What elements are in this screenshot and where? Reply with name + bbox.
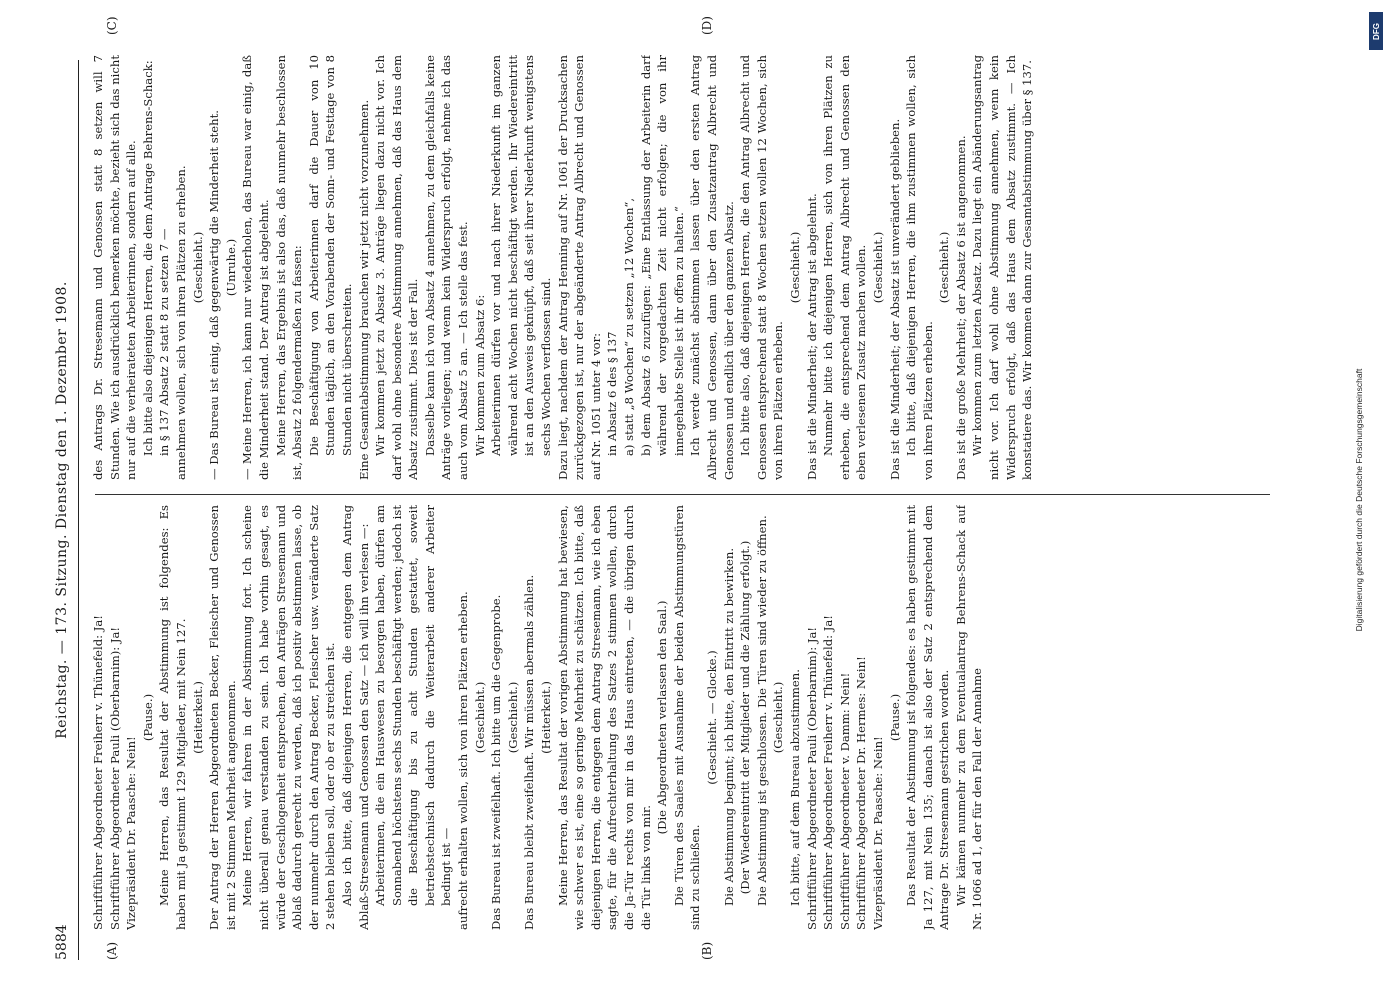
paragraph: (Geschieht.) bbox=[771, 681, 786, 754]
paragraph: Wir kommen zum Absatz 6: bbox=[472, 294, 487, 456]
right-column bbox=[90, 55, 1290, 480]
paragraph: Arbeiterinnen, die ein Hauswesen zu besorgen haben, dürfen am Sonnabend höchstens sechs Stunden beschäftigt werden; jedoch ist die Beschäftigung bis zu acht Stunden gestattet, soweit betriebstechnisch dadurch die Weiterarbeit anderer Arbeiter bedingt ist — bbox=[373, 505, 454, 906]
paragraph: Meine Herren, wir fahren in der Abstimmung fort. Ich scheine nicht überall genau verstanden zu sein. Ich habe vorhin gesagt, es würde der Geschlogenheit entsprechen, den Anträgen Stresemann und Ablaß dadurch gerecht zu werden, daß ich positiv abstimmen lasse, ob der nunmehr durch den Antrag Becker, Fleischer usw. veränderte Satz 2 stehen bleiben soll, oder ob er zu streichen ist. bbox=[240, 505, 338, 930]
paragraph: Meine Herren, das Ergebnis ist also das, daß nunmehr beschlossen ist, Absatz 2 folgendermaßen zu fassen: bbox=[273, 55, 305, 480]
paragraph: (Unruhe.) bbox=[223, 238, 238, 297]
running-title: Reichstag. — 173. Sitzung. Dienstag den 1. Dezember 1908. bbox=[54, 281, 70, 739]
paragraph: Dasselbe kann ich von Absatz 4 annehmen, zu dem gleichfalls keine Anträge vorliegen; und wenn kein Widerspruch erfolgt, nehme ich das auch vom Absatz 5 an. — Ich stelle das fest. bbox=[422, 55, 471, 480]
paragraph: Vizepräsident Dr. Paasche: Nein! bbox=[124, 736, 139, 930]
paragraph: Ich werde zunächst abstimmen lassen über den ersten Antrag Albrecht und Genossen, dann über den Zusatzantrag Albrecht und Genossen und endlich über den ganzen Absatz. bbox=[688, 55, 736, 480]
margin-marker-c: (C) bbox=[105, 16, 119, 35]
page-number: 5884 bbox=[54, 924, 70, 960]
paragraph: Das ist die große Mehrheit; der Absatz 6 ist angenommen. bbox=[953, 135, 968, 480]
dfg-logo bbox=[1369, 12, 1383, 50]
digitization-credit: Digitalisierung gefördert durch die Deutsche Forschungsgemeinschaft bbox=[1354, 368, 1364, 632]
paragraph: (Der Wiedereintritt der Mitglieder und die Zählung erfolgt.) bbox=[738, 540, 753, 895]
paragraph: Eine Gesamtabstimmung brauchen wir jetzt nicht vorzunehmen. bbox=[356, 99, 371, 480]
paragraph: Das Bureau bleibt zweifelhaft. Wir müssen abermals zählen. bbox=[522, 574, 537, 930]
paragraph: (Die Abgeordneten verlassen den Saal.) bbox=[655, 600, 670, 835]
paragraph: Die Abstimmung ist geschlossen. Die Türen sind wieder zu öffnen. bbox=[754, 515, 769, 906]
paragraph: Wir kämen nunmehr zu dem Eventualantrag Behrens-Schack auf Nr. 1066 ad 1, der für den Fall der Annahme bbox=[953, 505, 985, 930]
paragraph: Ich bitte, auf dem Bureau abzustimmen. bbox=[787, 669, 802, 906]
paragraph: Die Türen des Saales mit Ausnahme der beiden Abstimmungstüren sind zu schließen. bbox=[671, 505, 703, 930]
paragraph: Schriftführer Abgeordneter Pauli (Oberbarnim): Ja! bbox=[107, 626, 122, 930]
paragraph: des Antrags Dr. Stresemann und Genossen statt 8 setzen will 7 Stunden. Wie ich ausdrücklich bemerken möchte, bezieht sich das nicht nur auf die verheirateten Arbeiterinnen, sondern auf alle. bbox=[91, 55, 139, 480]
paragraph: Schriftführer Abgeordneter v. Damm: Nein! bbox=[837, 672, 852, 930]
paragraph: aufrecht erhalten wollen, sich von ihren Plätzen erheben. bbox=[456, 591, 471, 930]
paragraph: annehmen wollen, sich von ihren Plätzen zu erheben. bbox=[173, 165, 188, 480]
paragraph: Das Resultat der Abstimmung ist folgendes: es haben gestimmt mit Ja 127, mit Nein 135; danach ist also der Satz 2 entsprechend dem Antrage Dr. Stresemann gestrichen worden. bbox=[904, 505, 952, 930]
paragraph: Die Abstimmung beginnt; ich bitte, den Eintritt zu bewirken. bbox=[721, 547, 736, 906]
paragraph: Meine Herren, das Resultat der vorigen Abstimmung hat bewiesen, wie schwer es ist, eine so geringe Mehrheit zu schätzen. Ich bitte, daß diejenigen Herren, die entgegen dem Antrag Stresemann, wie ich eben sagte, für die Aufrechterhaltung des Satzes 2 stimmen wollen, durch die Ja-Tür rechts von mir in das Haus eintreten, — die übrigen durch die Tür links von mir. bbox=[555, 505, 653, 930]
paragraph: (Geschieht.) bbox=[937, 231, 952, 304]
column-divider bbox=[95, 494, 1270, 495]
paragraph: Schriftführer Abgeordneter Freiherr v. Thünefeld: Ja! bbox=[821, 615, 836, 930]
paragraph: (Heiterkeit.) bbox=[190, 681, 205, 754]
paragraph: Ich bitte also, daß diejenigen Herren, die den Antrag Albrecht und Genossen entsprechend statt 8 Wochen setzen wollen 12 Wochen, sich von ihren Plätzen erheben. bbox=[738, 55, 786, 480]
paragraph: (Geschieht.) bbox=[190, 231, 205, 304]
paragraph: (Geschieht.) bbox=[472, 681, 487, 754]
margin-marker-b: (B) bbox=[700, 941, 714, 960]
paragraph: Wir kommen zum letzten Absatz. Dazu liegt ein Abänderungsantrag nicht vor. Ich darf wohl ohne Abstimmung annehmen, wenn kein Widerspruch erfolgt, daß das Haus dem Absatz zustimmt. — Ich konstatiere das. Wir kommen dann zur Gesamtabstimmung über § 137. bbox=[970, 55, 1035, 480]
paragraph: Nunmehr bitte ich diejenigen Herren, sich von ihren Plätzen zu erheben, die entsprechend dem Antrag Albrecht und Genossen den eben verlesenen Zusatz machen wollen. bbox=[821, 55, 869, 480]
paragraph: Der Antrag der Herren Abgeordneten Becker, Fleischer und Genossen ist mit 2 Stimmen Mehrheit angenommen. bbox=[207, 505, 238, 930]
paragraph: (Geschieht.) bbox=[505, 681, 520, 754]
paragraph: — Meine Herren, ich kann nur wiederholen, das Bureau war einig, daß die Minderheit stand. Der Antrag ist abgelehnt. bbox=[240, 55, 271, 480]
paragraph: in § 137 Absatz 2 statt 8 zu setzen 7 — bbox=[157, 228, 172, 456]
paragraph: (Pause.) bbox=[140, 693, 155, 742]
paragraph: (Geschieht. — Glocke.) bbox=[704, 650, 719, 785]
paragraph: Das Bureau ist zweifelhaft. Ich bitte um die Gegenprobe. bbox=[489, 594, 504, 930]
paragraph: (Geschieht.) bbox=[870, 231, 885, 304]
margin-marker-d: (D) bbox=[700, 16, 714, 35]
paragraph: Wir kommen jetzt zu Absatz 3. Anträge liegen dazu nicht vor. Ich darf wohl ohne besondere Abstimmung annehmen, daß das Haus dem Absatz zustimmt. Dies ist der Fall. bbox=[373, 55, 421, 480]
paragraph: in Absatz 6 des § 137 bbox=[605, 331, 620, 456]
paragraph: Arbeiterinnen dürfen vor und nach ihrer Niederkunft im ganzen während acht Wochen nicht beschäftigt werden. Ihr Wiedereintritt ist an den Ausweis geknüpft, daß seit ihrer Niederkunft wenigstens sechs Wochen verflossen sind. bbox=[489, 55, 554, 456]
paragraph: Die Beschäftigung von Arbeiterinnen darf die Dauer von 10 Stunden täglich, an den Vorabenden der Sonn- und Festtage von 8 Stunden nicht überschreiten. bbox=[306, 55, 354, 456]
margin-marker-a: (A) bbox=[105, 941, 119, 960]
paragraph: Ich bitte also diejenigen Herren, die dem Antrage Behrens-Schack: bbox=[140, 60, 155, 456]
paragraph: b) dem Absatz 6 zuzufügen: „Eine Entlassung der Arbeiterin darf während der vorgedachten Zeit nicht erfolgen; die von ihr innegehabte Stelle ist ihr offen zu halten.“ bbox=[638, 55, 686, 456]
dfg-logo-text: DFG bbox=[1372, 22, 1382, 40]
paragraph: Das ist die Minderheit; der Antrag ist abgelehnt. bbox=[804, 193, 819, 480]
paragraph: Schriftführer Abgeordneter Dr. Hermes: Nein! bbox=[854, 656, 869, 930]
paragraph: a) statt „8 Wochen“ zu setzen „12 Wochen“, bbox=[622, 197, 636, 456]
paragraph: Vizepräsident Dr. Paasche: Nein! bbox=[870, 736, 885, 930]
paragraph: Schriftführer Abgeordneter Freiherr v. Thünefeld: Ja! bbox=[91, 615, 105, 930]
paragraph: (Pause.) bbox=[887, 693, 902, 742]
paragraph: Ich bitte, daß diejenigen Herren, die ihm zustimmen wollen, sich von ihren Plätzen erheben. bbox=[904, 55, 935, 480]
left-column bbox=[90, 505, 1290, 930]
paragraph: Meine Herren, das Resultat der Abstimmung ist folgendes: Es haben mit Ja gestimmt 129 Mitglieder, mit Nein 127. bbox=[157, 505, 188, 930]
header-rule bbox=[78, 60, 79, 960]
paragraph: Das ist die Minderheit; der Absatz ist unverändert geblieben. bbox=[887, 118, 902, 480]
paragraph: Dazu liegt, nachdem der Antrag Henning auf Nr. 1061 der Drucksachen zurückgezogen ist, nur der abgeänderte Antrag Albrecht und Genossen auf Nr. 1051 unter 4 vor: bbox=[555, 55, 603, 480]
page-header bbox=[40, 60, 80, 960]
paragraph: (Geschieht.) bbox=[787, 231, 802, 304]
paragraph: Also ich bitte, daß diejenigen Herren, die entgegen dem Antrag Ablaß-Stresemann und Genossen den Satz — ich will ihn verlesen —: bbox=[339, 505, 371, 930]
paragraph: Schriftführer Abgeordneter Pauli (Oberbarnim): Ja! bbox=[804, 626, 819, 930]
paragraph: (Heiterkeit.) bbox=[539, 681, 554, 754]
paragraph: — Das Bureau ist einig, daß gegenwärtig die Minderheit steht. bbox=[207, 110, 222, 480]
